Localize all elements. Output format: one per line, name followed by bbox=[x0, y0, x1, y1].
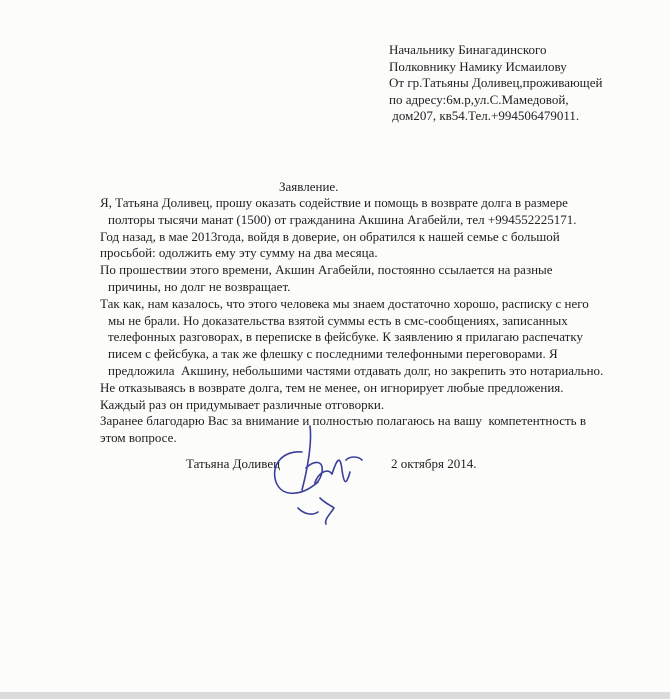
body-line: Год назад, в мае 2013года, войдя в доверие, он обратился к нашей семье с большой bbox=[100, 228, 560, 244]
handwritten-signature bbox=[262, 412, 382, 532]
addressee-line: по адресу:6м.р,ул.С.Мамедовой, bbox=[389, 91, 569, 107]
body-line: Каждый раз он придумывает различные отговорки. bbox=[100, 396, 385, 412]
document-title: Заявление. bbox=[279, 179, 339, 194]
body-line: предложила Акшину, небольшими частями отдавать долг, но закрепить это нотариально. bbox=[108, 362, 604, 378]
addressee-block bbox=[389, 42, 659, 125]
body-line: Так как, нам казалось, что этого человека мы знаем достаточно хорошо, расписку с него bbox=[100, 295, 589, 311]
body-line: телефонных разговорах, в переписке в фейсбуке. К заявлению я прилагаю распечатку bbox=[108, 329, 583, 345]
signer-name: Татьяна Доливец bbox=[186, 456, 281, 471]
signature-date: 2 октября 2014. bbox=[391, 456, 477, 471]
addressee-line: Полковнику Намику Исмаилову bbox=[389, 58, 567, 74]
addressee-line: От гр.Татьяны Доливец,проживающей bbox=[389, 75, 603, 90]
body-line: Я, Татьяна Доливец, прошу оказать содействие и помощь в возврате долга в размере bbox=[100, 195, 568, 210]
body-line: писем с фейсбука, а так же флешку с последними телефонными переговорами. Я bbox=[108, 346, 558, 362]
body-line: причины, но долг не возвращает. bbox=[108, 278, 291, 294]
scan-edge bbox=[0, 692, 670, 699]
document-body bbox=[100, 195, 604, 447]
body-line: Не отказываясь в возврате долга, тем не менее, он игнорирует любые предложения. bbox=[100, 379, 564, 395]
body-line: полторы тысячи манат (1500) от гражданина Акшина Агабейли, тел +994552225171. bbox=[108, 211, 577, 227]
body-line: просьбой: одолжить ему эту сумму на два месяца. bbox=[100, 245, 378, 261]
addressee-line: дом207, кв54.Тел.+994506479011. bbox=[389, 108, 580, 123]
body-line: Заранее благодарю Вас за внимание и полностью полагаюсь на вашу компетентность в bbox=[100, 413, 586, 429]
body-line: этом вопросе. bbox=[100, 430, 177, 446]
body-line: мы не брали. Но доказательства взятой суммы есть в смс-сообщениях, записанных bbox=[108, 312, 568, 328]
addressee-line: Начальнику Бинагадинского bbox=[389, 42, 547, 57]
body-line: По прошествии этого времени, Акшин Агабейли, постоянно ссылается на разные bbox=[100, 262, 553, 278]
